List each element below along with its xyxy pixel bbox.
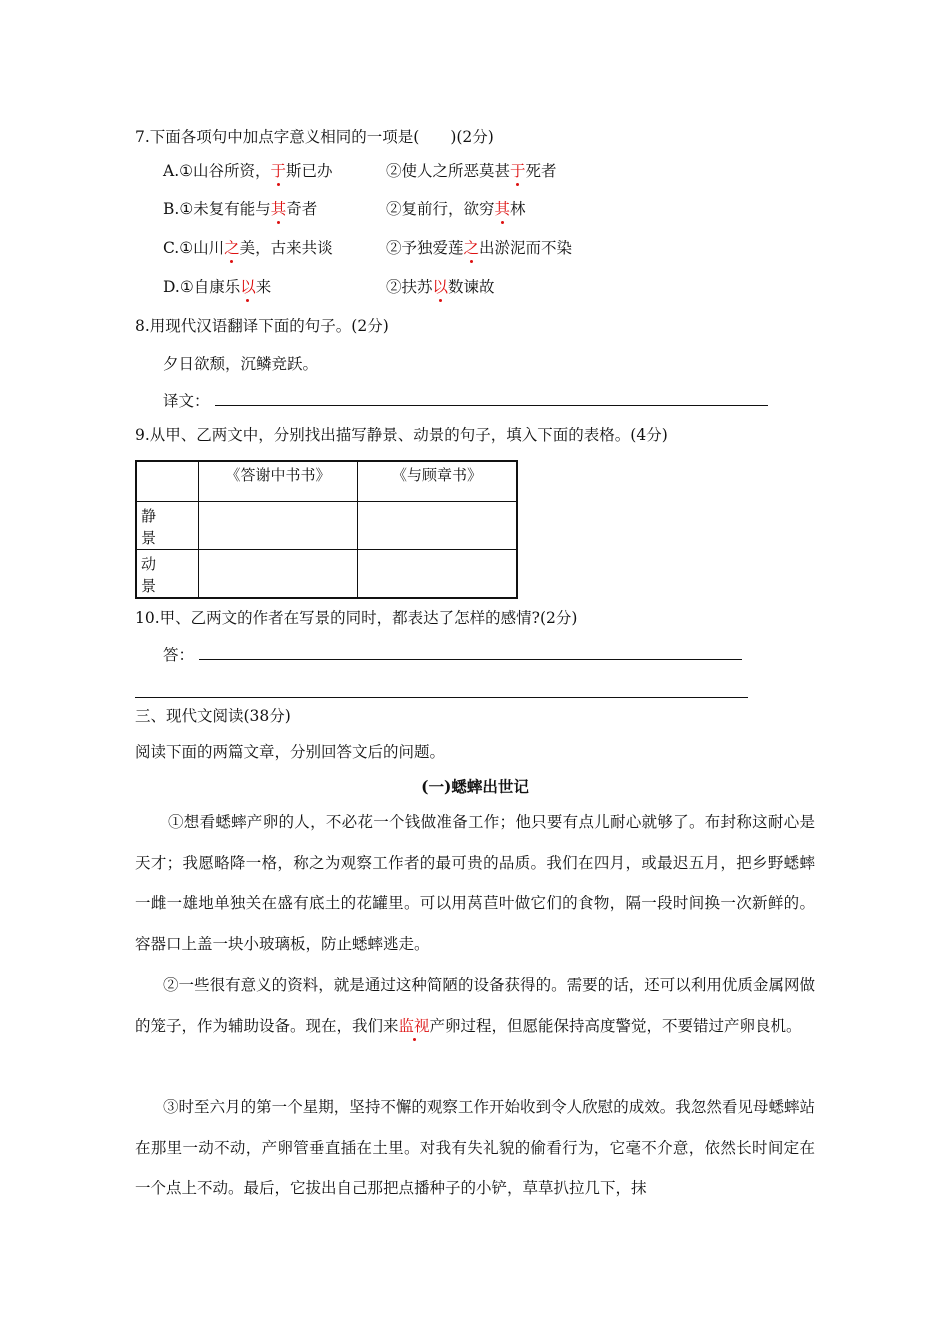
answer-cell-dynamic-2[interactable] [358, 550, 518, 599]
answer-cell-static-2[interactable] [358, 502, 518, 550]
dotted-char: 其 [270, 200, 287, 218]
dotted-char: 于 [270, 162, 287, 180]
q7-option-a-part2: ②使人之所恶莫甚于死者 [386, 162, 557, 180]
option-label: A. [163, 162, 180, 180]
answer-cell-dynamic-1[interactable] [199, 550, 358, 599]
q10-answer-line-2[interactable] [135, 697, 748, 698]
q7-stem: 7.下面各项句中加点字意义相同的一项是( )(2分) [135, 128, 494, 146]
dotted-char: 以 [240, 278, 256, 296]
answer-cell-static-1[interactable] [199, 502, 358, 550]
dotted-char: 之 [224, 239, 240, 257]
q7-option-c-part1: C.①山川之美，古来共谈 [163, 239, 333, 257]
q7-option-c-part2: ②予独爱莲之出淤泥而不染 [386, 239, 573, 257]
table-header-col1: 《答谢中书书》 [199, 461, 358, 502]
scene-table [135, 460, 518, 599]
q8-sentence: 夕日欲颓，沉鳞竞跃。 [163, 355, 319, 373]
q10-answer-line-1[interactable] [199, 659, 742, 660]
q7-option-b-part2: ②复前行，欲穷其林 [386, 200, 526, 218]
article-paragraph-3: ③时至六月的第一个星期，坚持不懈的观察工作开始收到令人欣慰的成效。我忽然看见母蟋蟀站在那里一动不动，产卵管垂直插在土里。对我有失礼貌的偷看行为，它毫不介意，依然长时间定在一个点上不动。最后，它拔出自己那把点播种子的小铲，草草扒拉几下，抹 [135, 1098, 815, 1197]
dotted-word: 监视 [398, 1016, 430, 1035]
q8-answer-line[interactable] [215, 405, 768, 406]
dotted-char: 其 [494, 200, 511, 218]
section-instruction: 阅读下面的两篇文章，分别回答文后的问题。 [135, 743, 446, 761]
section-heading: 三、现代文阅读(38分) [135, 707, 291, 725]
q7-option-d-part1: D.①自康乐以来 [163, 278, 272, 296]
q9-stem: 9.从甲、乙两文中，分别找出描写静景、动景的句子，填入下面的表格。(4分) [135, 426, 668, 444]
table-header-col2: 《与顾章书》 [358, 461, 518, 502]
q10-answer-label: 答： [163, 646, 195, 664]
dotted-char: 以 [432, 278, 449, 296]
article-title: (一)蟋蟀出世记 [421, 777, 529, 796]
q8-stem: 8.用现代汉语翻译下面的句子。(2分) [135, 317, 389, 335]
table-corner-cell [136, 461, 199, 502]
table-row-label-dynamic: 动景 [136, 550, 199, 599]
article-paragraph-2: ②一些很有意义的资料，就是通过这种简陋的设备获得的。需要的话，还可以利用优质金属网做的笼子，作为辅助设备。现在，我们来监视产卵过程，但愿能保持高度警觉，不要错过产卵良机。 [135, 976, 815, 1035]
table-row-label-static: 静景 [136, 502, 199, 550]
q7-option-d-part2: ②扶苏以数谏故 [386, 278, 495, 296]
option-label: D. [163, 278, 180, 296]
q8-answer-label: 译文： [163, 392, 210, 410]
dotted-char: 之 [463, 239, 480, 257]
option-label: C. [163, 239, 180, 257]
q7-option-a-part1: A.①山谷所资，于斯已办 [163, 162, 333, 180]
q10-stem: 10.甲、乙两文的作者在写景的同时，都表达了怎样的感情?(2分) [135, 609, 578, 627]
dotted-char: 于 [510, 162, 526, 180]
option-label: B. [163, 200, 180, 218]
article-paragraph-1: ①想看蟋蟀产卵的人，不必花一个钱做准备工作；他只要有点儿耐心就够了。布封称这耐心是天才；我愿略降一格，称之为观察工作者的最可贵的品质。我们在四月，或最迟五月，把乡野蟋蟀一雌一雄地单独关在盛有底土的花罐里。可以用莴苣叶做它们的食物，隔一段时间换一次新鲜的。容器口上盖一块小玻璃板，防止蟋蟀逃走。 [135, 813, 815, 953]
q7-option-b-part1: B.①未复有能与其奇者 [163, 200, 318, 218]
